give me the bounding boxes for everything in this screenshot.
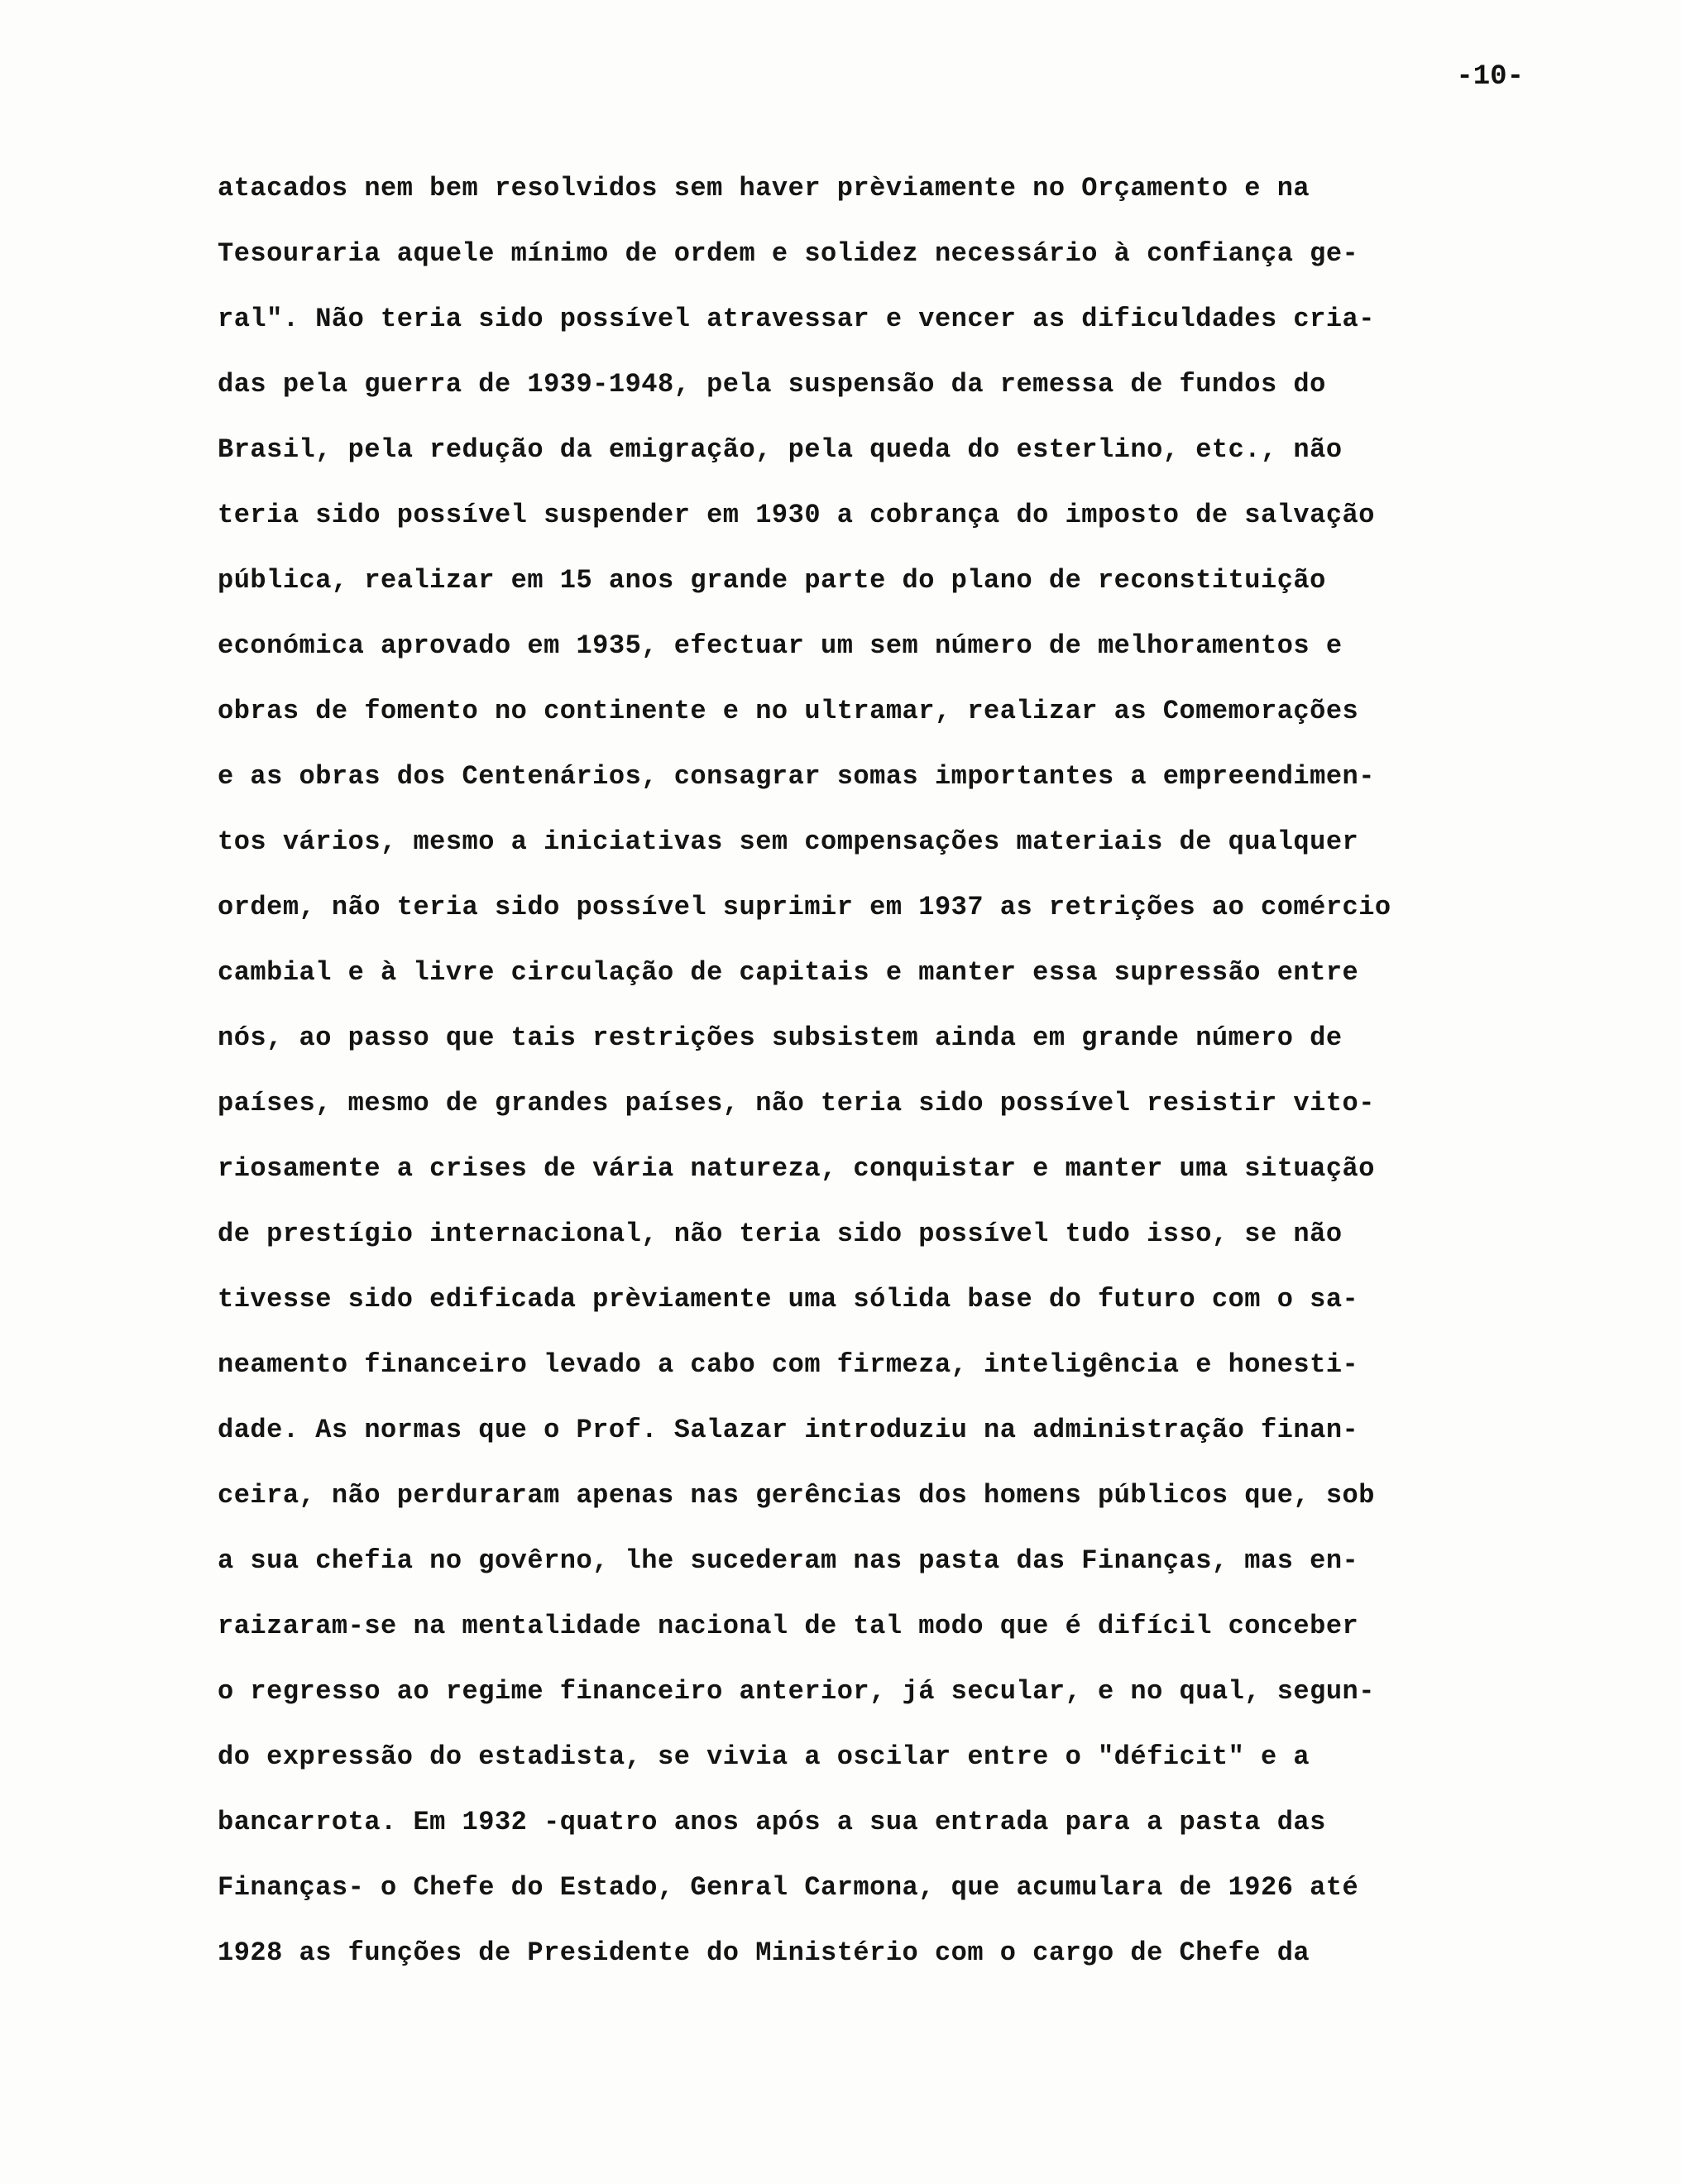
text-line: a sua chefia no govêrno, lhe sucederam nas pasta das Finanças, mas en-	[218, 1545, 1359, 1576]
text-line: de prestígio internacional, não teria sido possível tudo isso, se não	[218, 1219, 1343, 1249]
text-line: das pela guerra de 1939-1948, pela suspensão da remessa de fundos do	[218, 369, 1326, 400]
text-line: cambial e à livre circulação de capitais e manter essa supressão entre	[218, 957, 1359, 988]
text-line: países, mesmo de grandes países, não teria sido possível resistir vito-	[218, 1088, 1375, 1118]
text-line: pública, realizar em 15 anos grande parte do plano de reconstituição	[218, 565, 1326, 596]
text-line: ordem, não teria sido possível suprimir em 1937 as retrições ao comércio	[218, 892, 1391, 922]
text-line: Brasil, pela redução da emigração, pela queda do esterlino, etc., não	[218, 434, 1343, 465]
text-line: o regresso ao regime financeiro anterior, já secular, e no qual, segun-	[218, 1676, 1375, 1707]
text-line: tos vários, mesmo a iniciativas sem compensações materiais de qualquer	[218, 826, 1359, 857]
text-line: económica aprovado em 1935, efectuar um sem número de melhoramentos e	[218, 630, 1343, 661]
text-line: tivesse sido edificada prèviamente uma sólida base do futuro com o sa-	[218, 1284, 1359, 1315]
text-line: bancarrota. Em 1932 -quatro anos após a sua entrada para a pasta das	[218, 1807, 1326, 1837]
text-line: atacados nem bem resolvidos sem haver prèviamente no Orçamento e na	[218, 173, 1310, 204]
page-number: -10-	[1456, 61, 1524, 93]
text-line: teria sido possível suspender em 1930 a cobrança do imposto de salvação	[218, 500, 1375, 530]
body-text	[218, 156, 1640, 1985]
text-line: dade. As normas que o Prof. Salazar introduziu na administração finan-	[218, 1415, 1359, 1445]
text-line: neamento financeiro levado a cabo com firmeza, inteligência e honesti-	[218, 1349, 1359, 1380]
text-line: raizaram-se na mentalidade nacional de tal modo que é difícil conceber	[218, 1611, 1359, 1641]
text-line: ceira, não perduraram apenas nas gerências dos homens públicos que, sob	[218, 1480, 1375, 1511]
text-line: Tesouraria aquele mínimo de ordem e solidez necessário à confiança ge-	[218, 238, 1359, 269]
text-line: Finanças- o Chefe do Estado, Genral Carmona, que acumulara de 1926 até	[218, 1872, 1359, 1903]
text-line: obras de fomento no continente e no ultramar, realizar as Comemorações	[218, 696, 1359, 726]
text-line: riosamente a crises de vária natureza, conquistar e manter uma situação	[218, 1153, 1375, 1184]
text-line: e as obras dos Centenários, consagrar somas importantes a empreendimen-	[218, 761, 1375, 792]
text-line: ral". Não teria sido possível atravessar e vencer as dificuldades cria-	[218, 304, 1375, 334]
text-line: nós, ao passo que tais restrições subsistem ainda em grande número de	[218, 1023, 1343, 1053]
text-line: do expressão do estadista, se vivia a oscilar entre o "déficit" e a	[218, 1741, 1310, 1772]
text-line: 1928 as funções de Presidente do Ministério com o cargo de Chefe da	[218, 1937, 1310, 1968]
